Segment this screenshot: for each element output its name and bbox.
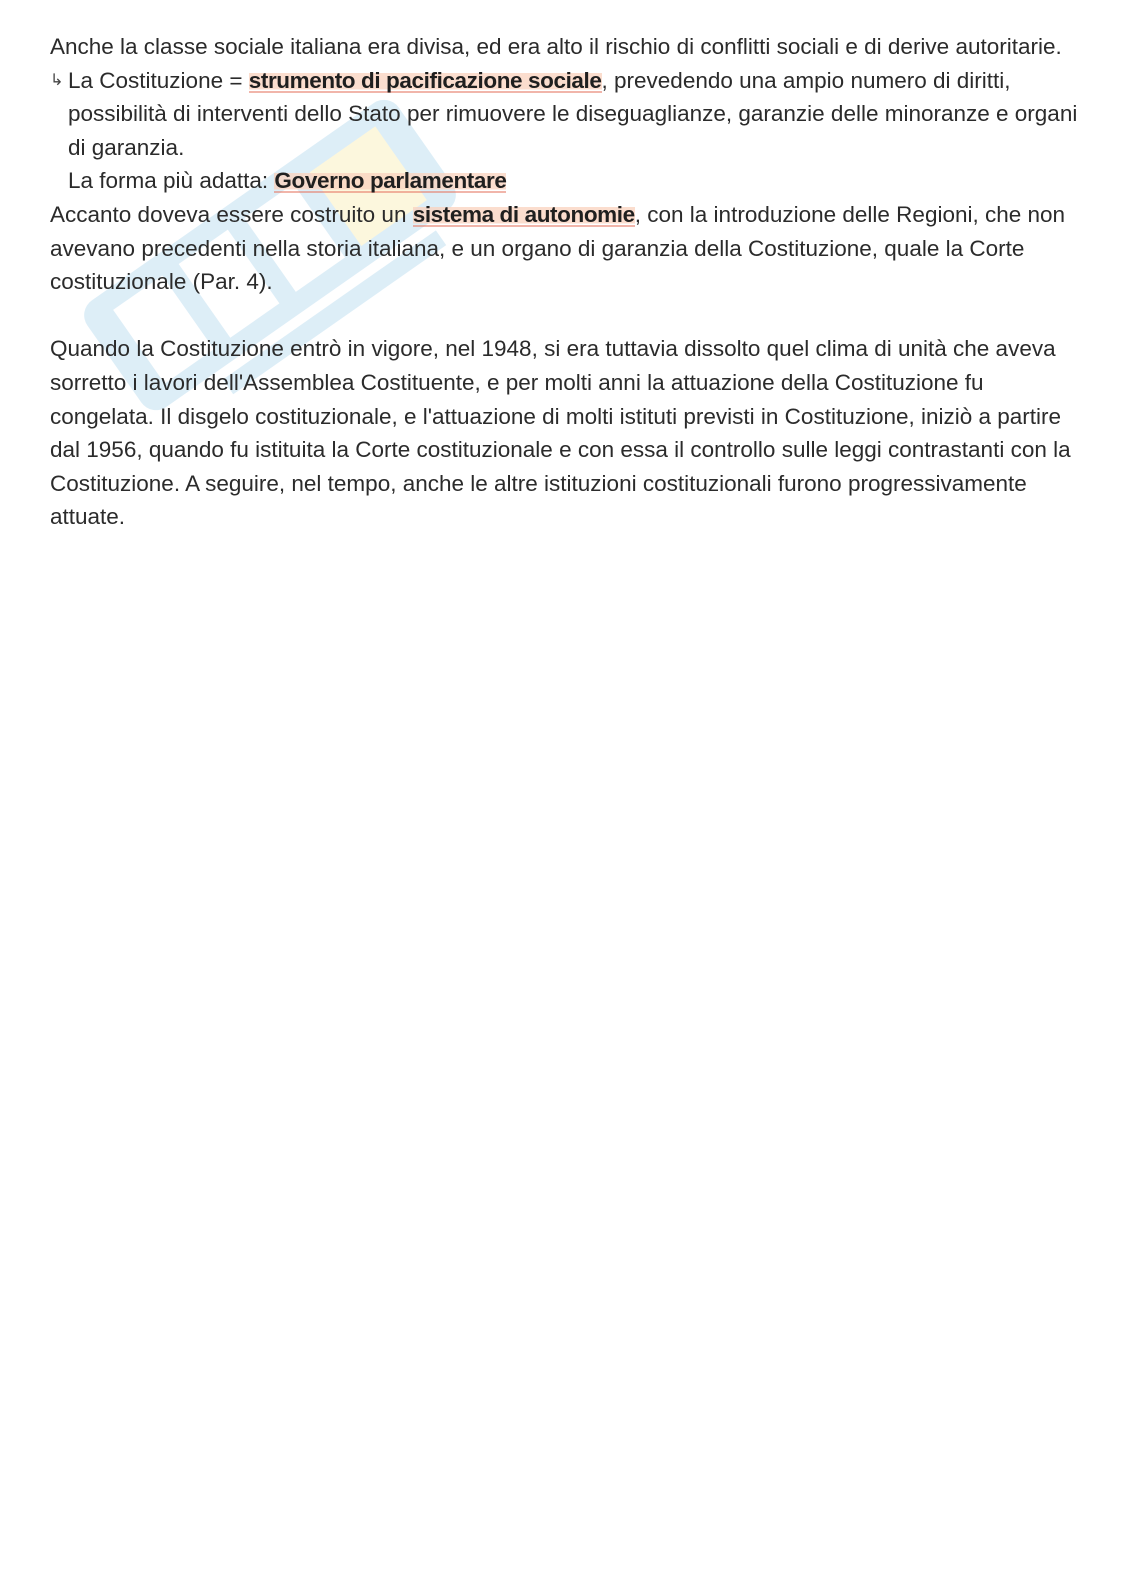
paragraph-forma [50, 164, 1080, 198]
text-segment: , prevedendo una ampio numero di diritti, possibilità di interventi dello Stato per rimuovere le diseguaglianze, garanzie delle minoranze e organi di garanzia. [68, 67, 1078, 160]
highlight-autonomie: sistema di autonomie [412, 201, 635, 227]
return-arrow-icon: ↳ [50, 71, 64, 89]
text-segment: , con la introduzione delle Regioni, che non avevano precedenti nella storia italiana, e un organo di garanzia della Costituzione, quale la Corte costituzionale (Par. 4). [50, 201, 1066, 295]
highlight-pacificazione: strumento di pacificazione sociale [248, 67, 602, 93]
document-body [50, 30, 1080, 534]
text-segment: La forma più adatta: [68, 168, 275, 194]
highlight-governo: Governo parlamentare [274, 168, 507, 194]
paragraph-costituzione [50, 64, 1080, 165]
paragraph-spacer [50, 299, 1080, 333]
paragraph-autonomie [50, 198, 1080, 299]
paragraph-classe-sociale: Anche la classe sociale italiana era divisa, ed era alto il rischio di conflitti sociali e di derive autoritarie. [50, 34, 1062, 59]
text-segment: Accanto doveva essere costruito un [50, 201, 413, 227]
paragraph-1948: Quando la Costituzione entrò in vigore, nel 1948, si era tuttavia dissolto quel clima di unità che aveva sorretto i lavori dell'Assemblea Costituente, e per molti anni la attuazione della Costituzione fu congelata. Il disgelo costituzionale, e l'attuazione di molti istituti previsti in Costituzione, iniziò a partire dal 1956, quando fu istituita la Corte costituzionale e con essa il controllo sulle leggi contrastanti con la Costituzione. A seguire, nel tempo, anche le altre istituzioni costituzionali furono progressivamente attuate. [50, 336, 1071, 530]
text-segment: La Costituzione = [68, 67, 249, 93]
